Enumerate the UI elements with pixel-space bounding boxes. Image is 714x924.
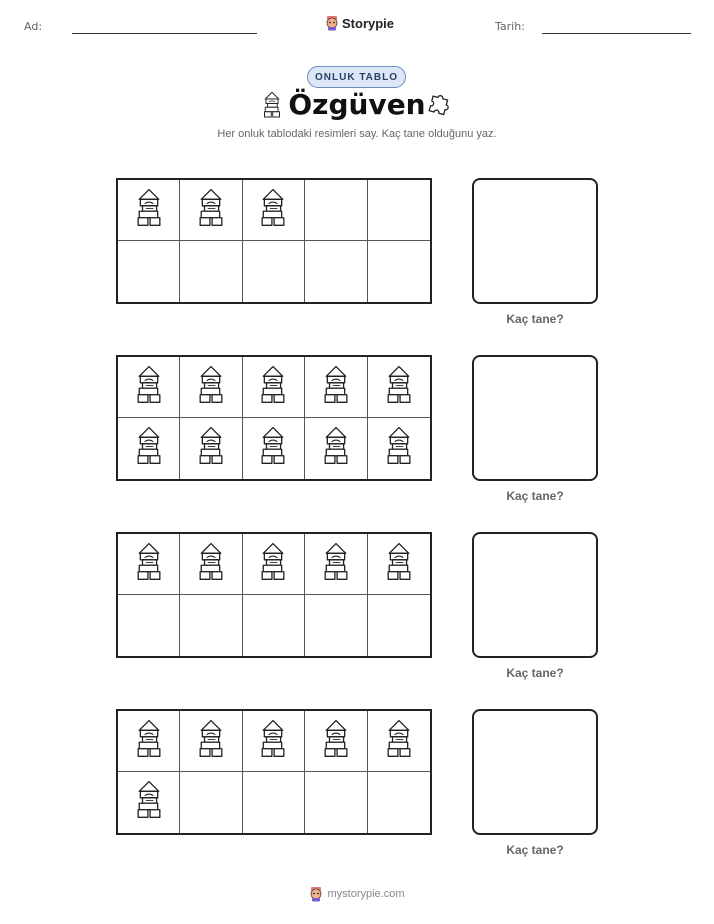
- block-tower-icon: [260, 363, 286, 412]
- ten-frame-cell: [368, 357, 430, 418]
- block-tower-icon: [260, 424, 286, 473]
- ten-frame-cell: [368, 711, 430, 772]
- block-tower-icon: [198, 540, 224, 589]
- puzzle-icon: [427, 93, 451, 117]
- ten-frame-cell: [180, 241, 242, 302]
- ten-frame-cell: [243, 595, 305, 656]
- block-tower-icon: [386, 540, 412, 589]
- ten-frame-3: [116, 532, 432, 658]
- date-label: Tarih:: [495, 20, 525, 33]
- block-tower-icon: [136, 540, 162, 589]
- ten-frame-4: [116, 709, 432, 835]
- name-line[interactable]: [72, 33, 257, 34]
- block-tower-icon: [198, 363, 224, 412]
- block-tower-icon: [323, 363, 349, 412]
- block-tower-icon: [198, 717, 224, 766]
- answer-prompt-3: Kaç tane?: [506, 666, 564, 680]
- block-tower-icon: [260, 186, 286, 235]
- ten-frame-cell: [305, 357, 367, 418]
- brand-name: Storypie: [342, 15, 395, 31]
- ten-frame-cell: [368, 180, 430, 241]
- ten-frame-cell: [180, 418, 242, 479]
- block-tower-icon: [386, 717, 412, 766]
- ten-frame-cell: [305, 241, 367, 302]
- ten-frame-cell: [305, 711, 367, 772]
- answer-prompt-4: Kaç tane?: [506, 843, 564, 857]
- block-tower-icon: [198, 186, 224, 235]
- page-title: Özgüven: [288, 88, 426, 121]
- block-tower-icon: [386, 424, 412, 473]
- block-tower-icon: [323, 717, 349, 766]
- answer-prompt-1: Kaç tane?: [506, 312, 564, 326]
- block-tower-icon: [260, 540, 286, 589]
- ten-frame-cell: [118, 180, 180, 241]
- mascot-icon: [325, 15, 339, 31]
- answer-prompt-2: Kaç tane?: [506, 489, 564, 503]
- ten-frame-cell: [118, 595, 180, 656]
- mascot-icon: [309, 886, 323, 902]
- ten-frame-cell: [305, 534, 367, 595]
- block-tower-icon: [323, 424, 349, 473]
- ten-frame-cell: [180, 711, 242, 772]
- block-tower-icon: [198, 424, 224, 473]
- answer-box-1[interactable]: [472, 178, 598, 304]
- answer-box-2[interactable]: [472, 355, 598, 481]
- ten-frame-cell: [243, 711, 305, 772]
- ten-frame-2: [116, 355, 432, 481]
- ten-frame-cell: [243, 534, 305, 595]
- ten-frame-cell: [180, 180, 242, 241]
- ten-frame-cell: [118, 241, 180, 302]
- ten-frame-cell: [118, 357, 180, 418]
- worksheet-type-badge: ONLUK TABLO: [307, 66, 406, 88]
- ten-frame-cell: [118, 711, 180, 772]
- ten-frame-cell: [243, 180, 305, 241]
- ten-frame-1: [116, 178, 432, 304]
- block-tower-icon: [136, 424, 162, 473]
- ten-frame-cell: [180, 595, 242, 656]
- ten-frame-cell: [368, 241, 430, 302]
- ten-frame-cell: [180, 357, 242, 418]
- ten-frame-cell: [305, 595, 367, 656]
- block-tower-icon: [386, 363, 412, 412]
- ten-frame-cell: [305, 418, 367, 479]
- ten-frame-cell: [305, 180, 367, 241]
- ten-frame-cell: [243, 772, 305, 833]
- ten-frame-cell: [243, 241, 305, 302]
- ten-frame-cell: [368, 534, 430, 595]
- ten-frame-cell: [118, 534, 180, 595]
- ten-frame-cell: [368, 772, 430, 833]
- answer-box-4[interactable]: [472, 709, 598, 835]
- instructions: Her onluk tablodaki resimleri say. Kaç tane olduğunu yaz.: [217, 128, 497, 140]
- block-tower-icon: [136, 363, 162, 412]
- ten-frame-cell: [368, 595, 430, 656]
- ten-frame-cell: [118, 418, 180, 479]
- ten-frame-cell: [243, 418, 305, 479]
- ten-frame-cell: [180, 534, 242, 595]
- block-tower-icon: [260, 717, 286, 766]
- block-tower-icon: [136, 717, 162, 766]
- block-tower-icon: [323, 540, 349, 589]
- block-tower-icon: [136, 186, 162, 235]
- name-label: Ad:: [24, 20, 43, 33]
- ten-frame-cell: [243, 357, 305, 418]
- ten-frame-cell: [180, 772, 242, 833]
- ten-frame-cell: [368, 418, 430, 479]
- footer-site: mystorypie.com: [327, 888, 405, 900]
- block-tower-icon: [136, 778, 162, 827]
- date-line[interactable]: [542, 33, 691, 34]
- ten-frame-cell: [305, 772, 367, 833]
- brand-logo: [325, 13, 394, 33]
- ten-frame-cell: [118, 772, 180, 833]
- footer: [0, 886, 714, 902]
- answer-box-3[interactable]: [472, 532, 598, 658]
